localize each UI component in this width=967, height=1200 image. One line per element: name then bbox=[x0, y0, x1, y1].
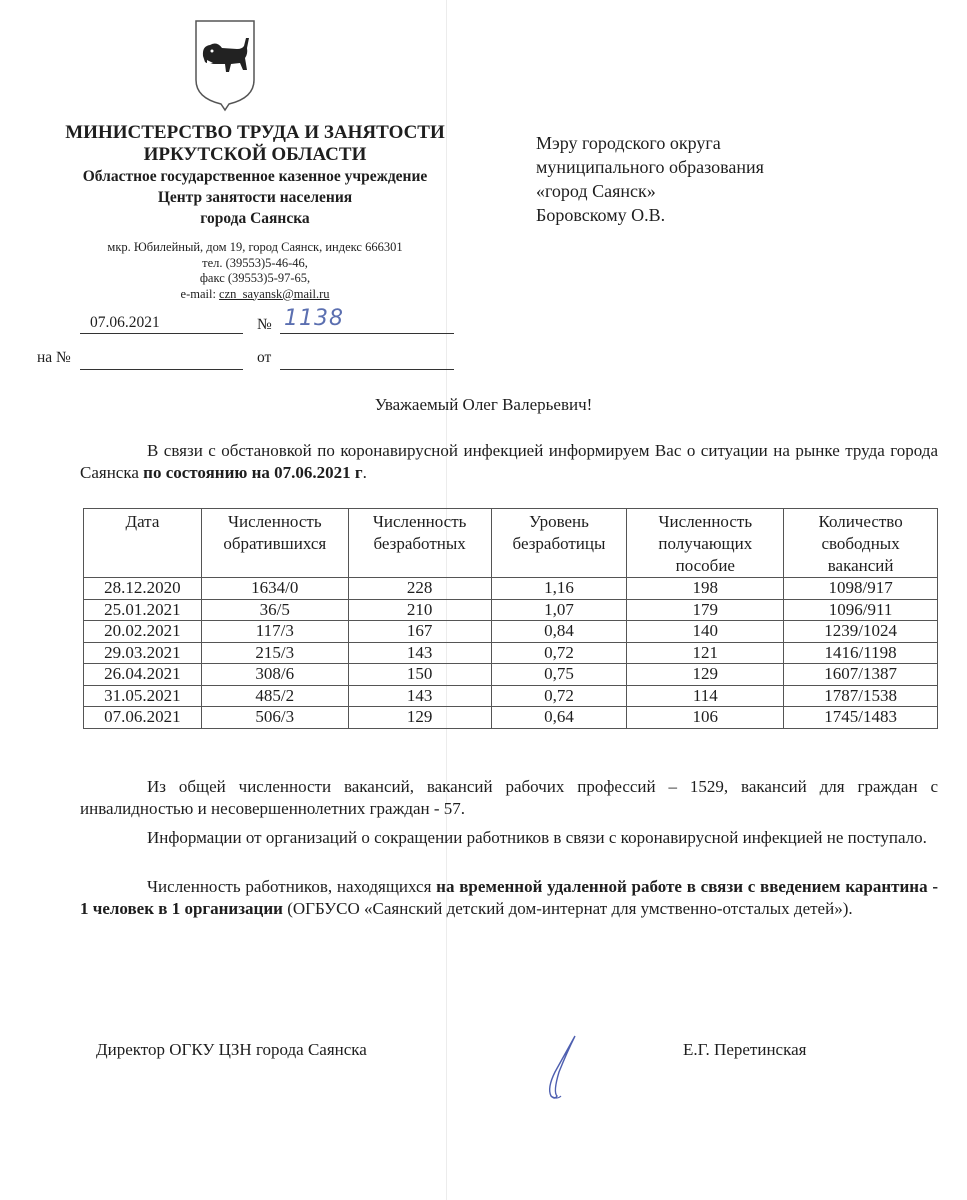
signatory-name: Е.Г. Перетинская bbox=[683, 1040, 807, 1059]
intro-bold: по состоянию на 07.06.2021 г bbox=[143, 463, 363, 482]
cell-vacancies: 1239/1024 bbox=[784, 621, 938, 643]
email-row bbox=[40, 287, 470, 303]
cell-applicants: 506/3 bbox=[201, 707, 348, 729]
cell-rate: 1,16 bbox=[491, 578, 627, 600]
table-row bbox=[84, 599, 938, 621]
addressee-line2: муниципального образования bbox=[536, 157, 764, 177]
cell-rate: 0,72 bbox=[491, 685, 627, 707]
ref-number-field bbox=[80, 349, 243, 370]
addressee-line4: Боровскому О.В. bbox=[536, 205, 666, 225]
cell-unemployed: 167 bbox=[348, 621, 491, 643]
cell-unemployed: 228 bbox=[348, 578, 491, 600]
table-row bbox=[84, 685, 938, 707]
cell-vacancies: 1416/1198 bbox=[784, 642, 938, 664]
cell-vacancies: 1098/917 bbox=[784, 578, 938, 600]
contact-block bbox=[40, 240, 470, 302]
coat-of-arms-icon bbox=[193, 18, 257, 112]
table-row bbox=[84, 621, 938, 643]
cell-applicants: 215/3 bbox=[201, 642, 348, 664]
cell-benefits: 140 bbox=[627, 621, 784, 643]
outgoing-date: 07.06.2021 bbox=[90, 314, 160, 331]
header-benefit-recipients: Численность получающих пособие bbox=[627, 509, 784, 578]
addressee-line1: Мэру городского округа bbox=[536, 133, 721, 153]
email-link[interactable]: czn_sayansk@mail.ru bbox=[219, 286, 330, 301]
intro-end: . bbox=[362, 463, 367, 482]
from-label: от bbox=[257, 349, 272, 366]
remote-text-bold: на временной удаленной работе в связи с введением карантина - 1 человек в 1 организации bbox=[80, 877, 938, 918]
institution-line3: города Саянска bbox=[200, 210, 310, 227]
cell-rate: 0,84 bbox=[491, 621, 627, 643]
table-row bbox=[84, 664, 938, 686]
table-header-row bbox=[84, 509, 938, 578]
cell-benefits: 129 bbox=[627, 664, 784, 686]
cell-date: 20.02.2021 bbox=[84, 621, 202, 643]
addressee-block bbox=[536, 131, 764, 227]
cell-applicants: 117/3 bbox=[201, 621, 348, 643]
addressee-line3: «город Саянск» bbox=[536, 181, 656, 201]
header-date: Дата bbox=[84, 509, 202, 578]
cell-date: 07.06.2021 bbox=[84, 707, 202, 729]
cell-benefits: 198 bbox=[627, 578, 784, 600]
header-unemployed: Численность безработных bbox=[348, 509, 491, 578]
remote-text-start: Численность работников, находящихся bbox=[147, 877, 437, 896]
cell-unemployed: 143 bbox=[348, 685, 491, 707]
cell-date: 29.03.2021 bbox=[84, 642, 202, 664]
table-row bbox=[84, 707, 938, 729]
cell-rate: 0,75 bbox=[491, 664, 627, 686]
cell-unemployed: 143 bbox=[348, 642, 491, 664]
cell-applicants: 36/5 bbox=[201, 599, 348, 621]
cell-unemployed: 210 bbox=[348, 599, 491, 621]
institution-line2: Центр занятости населения bbox=[157, 189, 353, 206]
vacancies-paragraph: Из общей численности вакансий, вакансий рабочих профессий – 1529, вакансий для граждан с инвалидностью и несовершеннолетних граждан - 57. bbox=[80, 777, 938, 818]
intro-text: В связи с обстановкой по коронавирусной инфекцией информируем Вас о ситуации на рынке труда города Саянска bbox=[80, 441, 938, 482]
fax: факс (39553)5-97-65, bbox=[199, 271, 311, 285]
number-label: № bbox=[257, 316, 272, 333]
signatory-title: Директор ОГКУ ЦЗН города Саянска bbox=[96, 1040, 367, 1059]
cell-unemployed: 150 bbox=[348, 664, 491, 686]
cell-benefits: 179 bbox=[627, 599, 784, 621]
cell-date: 25.01.2021 bbox=[84, 599, 202, 621]
remote-work-paragraph bbox=[80, 876, 938, 920]
cell-vacancies: 1607/1387 bbox=[784, 664, 938, 686]
greeting: Уважаемый Олег Валерьевич! bbox=[374, 395, 593, 414]
header-vacancies: Количество свободных вакансий bbox=[784, 509, 938, 578]
cell-date: 26.04.2021 bbox=[84, 664, 202, 686]
header-unemployment-rate: Уровень безработицы bbox=[491, 509, 627, 578]
cell-vacancies: 1745/1483 bbox=[784, 707, 938, 729]
institution-line1: Областное государственное казенное учреждение bbox=[82, 168, 428, 185]
cell-applicants: 1634/0 bbox=[201, 578, 348, 600]
from-date-field bbox=[280, 349, 454, 370]
cell-applicants: 308/6 bbox=[201, 664, 348, 686]
cell-benefits: 106 bbox=[627, 707, 784, 729]
cell-date: 28.12.2020 bbox=[84, 578, 202, 600]
cell-vacancies: 1096/911 bbox=[784, 599, 938, 621]
header-applicants: Численность обратившихся bbox=[201, 509, 348, 578]
cell-date: 31.05.2021 bbox=[84, 685, 202, 707]
ref-number-label: на № bbox=[37, 349, 71, 366]
cell-unemployed: 129 bbox=[348, 707, 491, 729]
table-row bbox=[84, 642, 938, 664]
ministry-name-line1: МИНИСТЕРСТВО ТРУДА И ЗАНЯТОСТИ bbox=[65, 122, 445, 143]
remote-text-end: (ОГБУСО «Саянский детский дом-интернат для умственно-отсталых детей»). bbox=[282, 899, 853, 918]
layoffs-paragraph: Информации от организаций о сокращении работников в связи с коронавирусной инфекцией не поступало. bbox=[147, 828, 927, 847]
signature-icon bbox=[535, 1032, 585, 1102]
cell-rate: 1,07 bbox=[491, 599, 627, 621]
handwritten-number: 1138 bbox=[284, 306, 344, 331]
cell-benefits: 121 bbox=[627, 642, 784, 664]
cell-applicants: 485/2 bbox=[201, 685, 348, 707]
intro-paragraph bbox=[80, 440, 938, 484]
phone: тел. (39553)5-46-46, bbox=[202, 255, 308, 270]
cell-vacancies: 1787/1538 bbox=[784, 685, 938, 707]
cell-benefits: 114 bbox=[627, 685, 784, 707]
address: мкр. Юбилейный, дом 19, город Саянск, индекс 666301 bbox=[107, 240, 403, 254]
email-label: e-mail: bbox=[180, 286, 220, 301]
labor-market-table bbox=[83, 508, 938, 729]
ministry-name-line2: ИРКУТСКОЙ ОБЛАСТИ bbox=[143, 144, 367, 165]
cell-rate: 0,64 bbox=[491, 707, 627, 729]
table-row bbox=[84, 578, 938, 600]
organization-header bbox=[40, 122, 470, 229]
cell-rate: 0,72 bbox=[491, 642, 627, 664]
